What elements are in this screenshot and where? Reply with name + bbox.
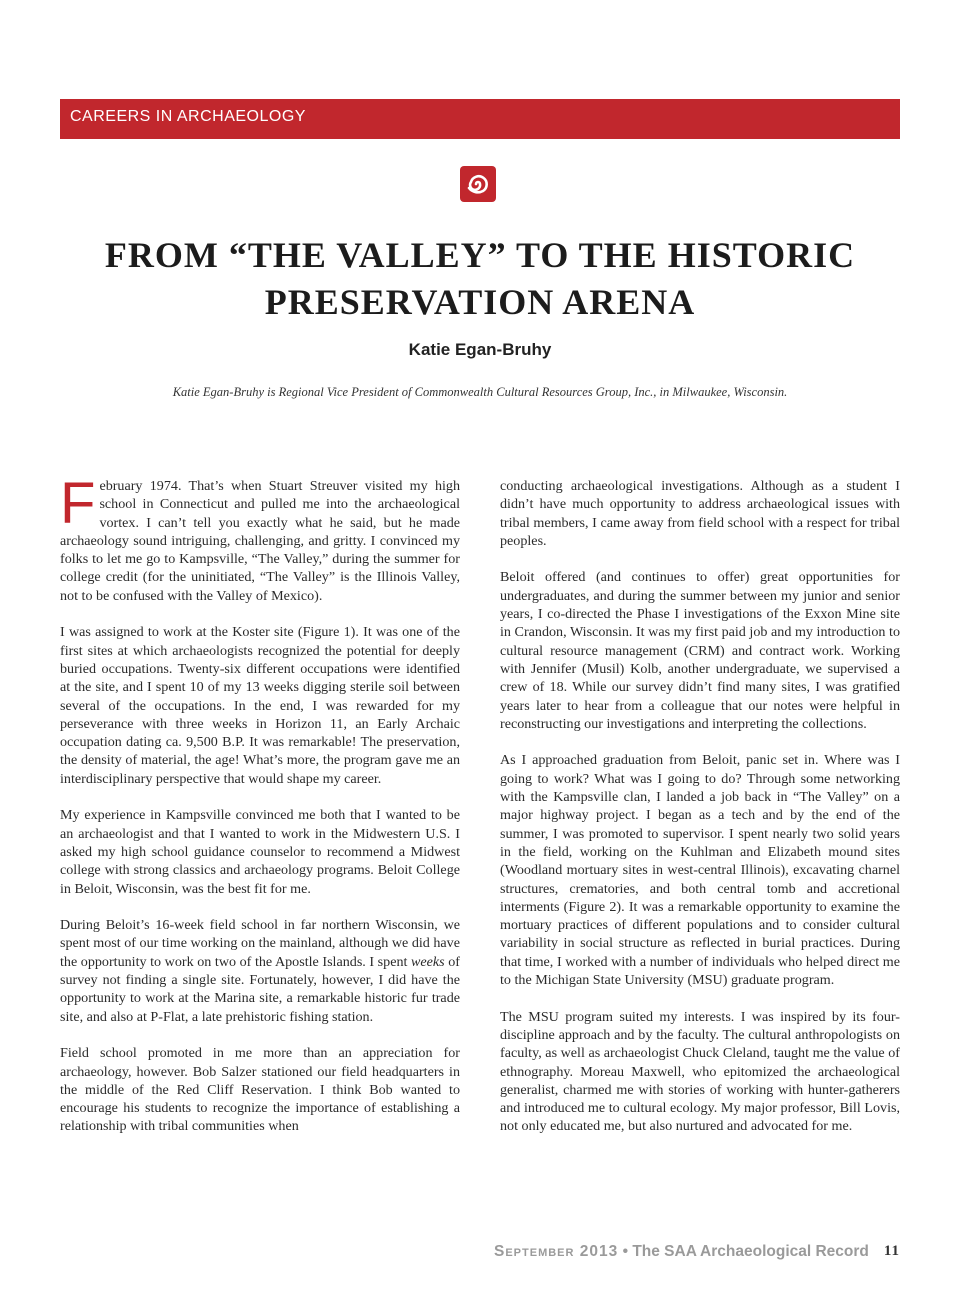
- paragraph: conducting archaeological investigations. Although as a student I didn’t have much opportunity to address archaeological issues with tribal members, I came away from field school with a respect for tribal peoples.: [500, 478, 900, 549]
- paragraph: My experience in Kampsville convinced me both that I wanted to be an archaeologist and that I wanted to work in the Midwestern U.S. I asked my high school guidance counselor to recommend a Midwest college with strong classics and archaeology programs. Beloit College in Beloit, Wisconsin, was the best fit for me.: [60, 807, 460, 897]
- right-column: [500, 477, 900, 1154]
- page-number: 11: [883, 1243, 900, 1259]
- paragraph-text: During Beloit’s 16-week field school in far northern Wisconsin, we spent most of our time working on the mainland, although we did have the opportunity to work on two of the Apostle Islands. I spent: [60, 917, 460, 970]
- drop-cap: F: [60, 471, 96, 536]
- paragraph: I was assigned to work at the Koster site (Figure 1). It was one of the first sites at which archaeologists recognized the potential for deeply buried occupations. Twenty-six different occupations were identified at the site, and I spent 10 of my 13 weeks digging sterile soil between several of the occupations. In the end, I was rewarded for my perseverance with three weeks in Horizon 11, an Early Archaic occupation dating ca. 9,500 B.P. It was remarkable! The preservation, the density of material, the age! What’s more, the program gave me an interdisciplinary perspective that would shape my career.: [60, 624, 460, 787]
- footer-issue: September 2013: [494, 1243, 619, 1260]
- author-name: Katie Egan-Bruhy: [408, 340, 552, 359]
- article-title: [60, 232, 900, 326]
- paragraph: [60, 916, 460, 1026]
- article-title-line-2: PRESERVATION ARENA: [264, 282, 696, 322]
- section-banner-label: CAREERS IN ARCHAEOLOGY: [70, 108, 306, 125]
- footer-journal: The SAA Archaeological Record: [632, 1243, 869, 1260]
- paragraph-text: of survey not finding a single site. Fortunately, however, I did have the opportunity to work at the Marina site, a remarkable historic fur trade site, and also at P-Flat, a late prehistoric fishing station.: [60, 953, 460, 1025]
- spiral-icon: [458, 164, 498, 204]
- paragraph: Field school promoted in me more than an appreciation for archaeology, however. Bob Salzer stationed our field headquarters in the middle of the Red Cliff Reservation. I think Bob wanted to encourage his students to recognize the importance of establishing a relationship with tribal communities when: [60, 1045, 460, 1135]
- paragraph: The MSU program suited my interests. I was inspired by its four-discipline approach and by the faculty. The cultural anthropologists on faculty, as well as archaeologist Chuck Cleland, taught me the value of ethnography. Moreau Maxwell, who epitomized the archaeological generalist, charmed me with stories of working with hunter-gatherers and introduced me to cultural ecology. My major professor, Bill Lovis, not only educated me, but also nurtured and advocated for me.: [500, 1008, 900, 1135]
- author-bio: Katie Egan-Bruhy is Regional Vice President of Commonwealth Cultural Resources Group, Inc., in Milwaukee, Wisconsin.: [172, 385, 788, 399]
- footer-separator: •: [622, 1243, 628, 1260]
- paragraph: Beloit offered (and continues to offer) great opportunities for undergraduates, and during the summer between my junior and senior years, I co-directed the Phase I investigations of the Exxon Mine site in Crandon, Wisconsin. It was my first paid job and my introduction to cultural resource management (CRM) and contract work. Working with Jennifer (Musil) Kolb, another undergraduate, we supervised a crew of 18. While our survey didn’t find many sites, I was gratified years later to hear from a colleague that our notes were helpful in reconstructing our investigations and interpreting the collections.: [500, 569, 900, 732]
- paragraph: [60, 471, 460, 605]
- page-footer: [494, 1243, 900, 1267]
- emphasis-text: weeks: [411, 953, 445, 970]
- section-banner: [60, 99, 900, 139]
- paragraph: As I approached graduation from Beloit, panic set in. Where was I going to work? What was I going to do? Through some networking with the Kampsville clan, I landed a job back in “The Valley” on a major highway project. I began as a tech and by the end of the summer, I was promoted to supervisor. I spent nearly two solid years in the field, working on the Kuhlman and Elizabeth mound sites (Woodland mortuary sites in west-central Illinois), excavating charnel structures, crematories, and both central tomb and accretional interments (Figure 2). It was a remarkable opportunity to examine the mortuary practices of different populations and to consider cultural variability in social structure as reflected in burial practices. During that time, I worked with a number of individuals who helped direct me to the Michigan State University (MSU) graduate program.: [500, 752, 900, 989]
- left-column: [60, 471, 460, 1154]
- article-title-line-1: FROM “THE VALLEY” TO THE HISTORIC: [104, 235, 856, 275]
- paragraph-text: ebruary 1974. That’s when Stuart Streuver visited my high school in Connecticut and pulled me into the archaeological vortex. I can’t tell you exactly what he said, but he made archaeology sound intriguing, challenging, and gritty. I convinced my folks to let me go to Kampsville, “The Valley,” during the summer for college credit (for the uninitiated, “The Valley” is the Illinois Valley, not to be confused with the Valley of Mexico).: [60, 478, 460, 604]
